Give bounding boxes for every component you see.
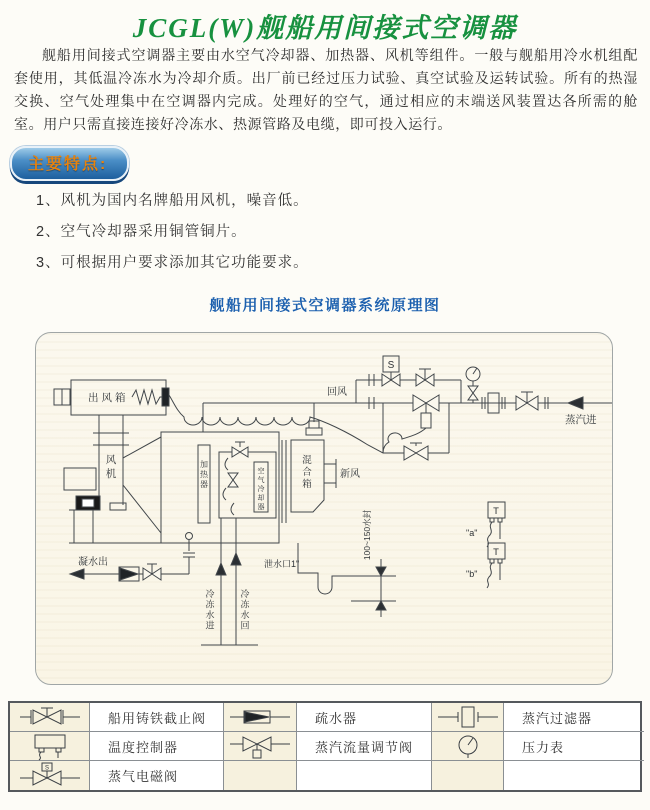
return-air-label: 回风 <box>327 387 347 398</box>
feature-item-2: 2、空气冷却器采用铜管铜片。 <box>36 224 247 240</box>
legend-label <box>504 761 644 790</box>
heater-label: 加热器 <box>200 460 208 489</box>
legend-symbol-cell <box>10 761 90 790</box>
temperature-controller-icon <box>18 731 82 761</box>
page-title: JCGL(W)舰船用间接式空调器 <box>132 13 518 43</box>
thermostat-tag-b: T <box>493 547 499 558</box>
schematic-svg <box>36 333 613 685</box>
pressure-gauge <box>466 367 480 403</box>
legend-label: 温度控制器 <box>90 732 224 761</box>
legend-symbol-cell-empty <box>224 761 297 790</box>
thermostat-tag-a: T <box>493 506 499 517</box>
chilled-water-in-label: 冷冻水进 <box>205 589 215 631</box>
regulating-valve <box>413 395 439 428</box>
pressure-gauge-icon <box>436 731 500 761</box>
legend-label: 船用铸铁截止阀 <box>90 703 224 732</box>
solenoid-valve-icon <box>18 761 82 791</box>
water-seal-label: 100~150水封 <box>362 509 372 561</box>
legend-label: 疏水器 <box>297 703 432 732</box>
outlet-box-label: 出风箱 <box>88 392 129 404</box>
air-cooler-label: 空气冷却器 <box>257 468 265 511</box>
regulating-valve-icon <box>228 731 292 761</box>
drain-water-seal <box>298 543 396 617</box>
steam-trap-icon <box>228 702 292 732</box>
feature-item-3: 3、可根据用户要求添加其它功能要求。 <box>36 255 309 271</box>
flex-hose-coil <box>169 395 383 453</box>
legend-symbol-cell <box>10 732 90 761</box>
diagram-title: 舰船用间接式空调器系统原理图 <box>209 297 441 314</box>
features-badge: 主要特点: <box>10 146 129 181</box>
fan-label: 风机 <box>105 454 117 480</box>
features-list <box>36 186 309 279</box>
legend-symbol-cell-empty <box>432 761 504 790</box>
condensate-out-label: 凝水出 <box>78 557 108 568</box>
sensor-a-label: "a" <box>466 528 478 538</box>
legend-label: 蒸汽过滤器 <box>504 703 644 732</box>
globe-valve-icon <box>18 702 82 732</box>
legend-symbol-cell <box>432 703 504 732</box>
stop-valve-top <box>416 369 434 386</box>
fresh-air-stub <box>324 459 336 488</box>
steam-header <box>203 356 613 460</box>
cooler-valve-top <box>232 442 248 457</box>
drain-port-label: 泄水口1" <box>264 559 300 569</box>
legend-symbol-cell <box>224 732 297 761</box>
legend-symbol-cell <box>10 703 90 732</box>
mixing-box-label: 混合箱 <box>302 455 312 490</box>
schematic-panel <box>35 332 613 685</box>
steam-filter-icon <box>436 702 500 732</box>
legend-symbol-cell <box>432 732 504 761</box>
condensate-valve <box>143 564 161 580</box>
intro-paragraph: 舰船用间接式空调器主要由水空气冷却器、加热器、风机等组件。一般与舰船用冷水机组配套使用，其低温冷冻水为冷却介质。出厂前已经过压力试验、真空试验及运转试验。所有的热湿交换、空气处理集中在空调器内完成。处理好的空气，通过相应的末端送风装置达各所需的舱室。用户只需直接连接好冷冻水、热源管路及电缆，即可投入运行。 <box>14 47 638 132</box>
legend-symbol-cell <box>224 703 297 732</box>
steam-in-label: 蒸汽进 <box>565 414 597 426</box>
legend-table <box>8 701 642 792</box>
legend-label: 压力表 <box>504 732 644 761</box>
sensor-b-label: "b" <box>466 569 478 579</box>
svg-text:S: S <box>44 765 49 771</box>
solenoid-tag: S <box>387 360 395 371</box>
legend-label <box>297 761 432 790</box>
legend-label: 蒸汽流量调节阀 <box>297 732 432 761</box>
stop-valve-main <box>516 392 538 410</box>
steam-in-arrow <box>568 397 583 409</box>
legend-label: 蒸气电磁阀 <box>90 761 224 790</box>
chilled-water-return-label: 冷冻水回 <box>240 589 250 631</box>
feature-item-1: 1、风机为国内名牌船用风机，噪音低。 <box>36 193 309 209</box>
fresh-air-label: 新风 <box>340 469 360 480</box>
cooler-valve-inner <box>228 473 238 487</box>
